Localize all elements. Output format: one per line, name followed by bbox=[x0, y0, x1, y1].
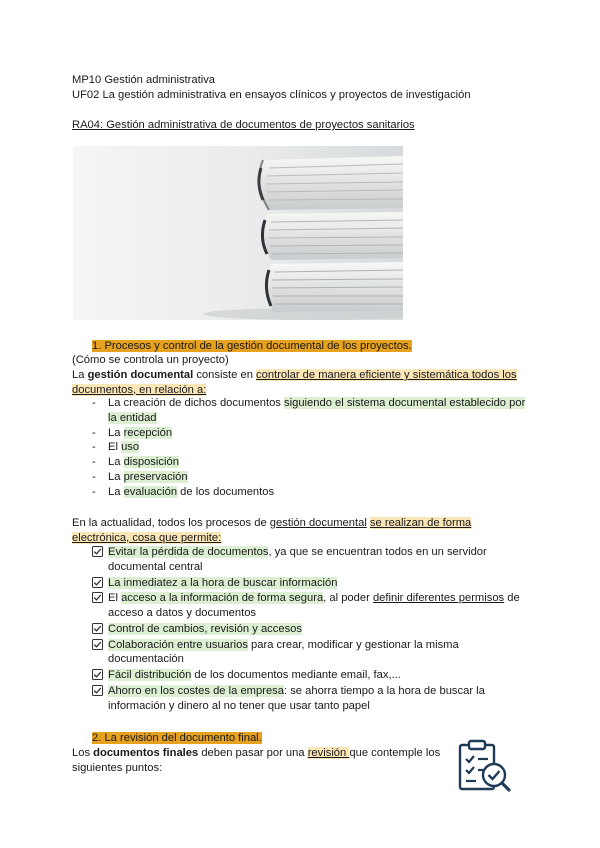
list-item: El acceso a la información de forma segura, al poder definir diferentes permisos de acceso a datos y documentos bbox=[92, 591, 532, 621]
list-item: - La recepción bbox=[92, 426, 173, 439]
section-1-intro: La gestión documental consiste en controlar de manera eficiente y sistemática todos los documentos, en relación a: bbox=[72, 369, 517, 396]
list-item: Ahorro en los costes de la empresa: se ahorra tiempo a la hora de buscar la información y dinero al no tener que usar tanto papel bbox=[92, 684, 532, 714]
list-item: - La preservación bbox=[92, 470, 188, 483]
checkbox-list bbox=[92, 545, 532, 715]
checked-box-icon bbox=[92, 546, 103, 557]
checked-box-icon bbox=[92, 592, 103, 603]
list-item: Colaboración entre usuarios para crear, modificar y gestionar la misma documentación bbox=[92, 638, 532, 668]
list-item: La inmediatez a la hora de buscar información bbox=[92, 576, 532, 591]
checked-box-icon bbox=[92, 623, 103, 634]
checked-box-icon bbox=[92, 669, 103, 680]
stacked-binders-photo bbox=[73, 146, 403, 320]
checked-box-icon bbox=[92, 577, 103, 588]
checked-box-icon bbox=[92, 685, 103, 696]
section-1-subtitle: (Cómo se controla un proyecto) bbox=[72, 354, 229, 366]
course-line: MP10 Gestión administrativa bbox=[72, 74, 216, 86]
list-item: - El uso bbox=[92, 441, 140, 454]
list-item: - La creación de dichos documentos siguiendo el sistema documental establecido por la entidad bbox=[92, 397, 526, 424]
section-2-title: 2. La revisión del documento final. bbox=[92, 732, 262, 744]
paragraph-electronic: En la actualidad, todos los procesos de gestión documental se realizan de forma electrónica, cosa que permite: bbox=[72, 517, 472, 544]
list-item: - La disposición bbox=[92, 456, 179, 469]
section-2-intro: Los documentos finales deben pasar por una revisión que contemple los siguientes puntos: bbox=[72, 747, 441, 774]
section-2-heading bbox=[92, 731, 262, 746]
list-item: Fácil distribución de los documentos mediante email, fax,... bbox=[92, 668, 532, 683]
checked-box-icon bbox=[92, 639, 103, 650]
section-1-heading bbox=[92, 339, 412, 354]
bullet-list bbox=[92, 396, 532, 499]
unit-line: UF02 La gestión administrativa en ensayos clínicos y proyectos de investigación bbox=[72, 89, 471, 101]
section-1-title: 1. Procesos y control de la gestión documental de los proyectos. bbox=[92, 340, 412, 352]
list-item: Control de cambios, revisión y accesos bbox=[92, 622, 532, 637]
list-item: - La evaluación de los documentos bbox=[92, 485, 275, 498]
ra-heading: RA04: Gestión administrativa de documentos de proyectos sanitarios bbox=[72, 119, 415, 131]
clipboard-check-icon bbox=[456, 739, 512, 793]
list-item: Evitar la pérdida de documentos, ya que se encuentran todos en un servidor documental central bbox=[92, 545, 532, 575]
